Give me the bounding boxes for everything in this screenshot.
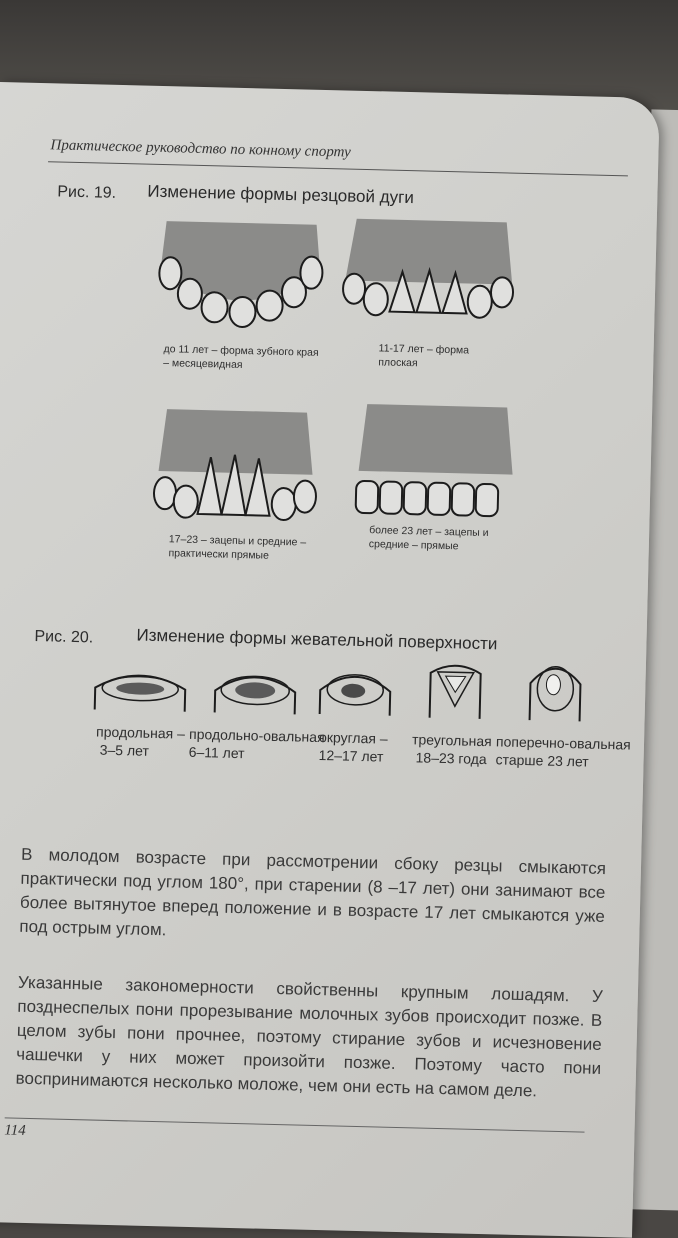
surface-shape-transverse-oval xyxy=(524,658,586,727)
jaw-crescent-illustration xyxy=(154,211,327,345)
surface-shape-longitudinal-oval xyxy=(210,662,301,719)
shape-name: округлая – xyxy=(318,728,388,747)
paragraph-1: В молодом возрасте при рассмотрении сбоку резцы смыкаются практически под углом 180°, при старении (8 –17 лет) они занимают все более вытянутое вперед положение и в возрасте 17 лет смыкаются уже под острым углом. xyxy=(19,844,607,940)
fig20-label: Рис. 20. xyxy=(34,628,94,647)
shape-age: старше 23 лет xyxy=(495,751,589,770)
surface-shape-longitudinal xyxy=(90,659,191,716)
fig19-caption-4: более 23 лет – зацепы и средние – прямые xyxy=(368,524,489,553)
shape-age: 12–17 лет xyxy=(318,746,384,765)
fig19-caption-1: до 11 лет – форма зубного края – месяцевидная xyxy=(163,343,319,372)
shape-name: треугольная xyxy=(411,731,492,750)
fig20-title: Изменение формы жевательной поверхности xyxy=(136,625,498,654)
surface-shape-triangular xyxy=(424,658,486,724)
book-page xyxy=(0,82,660,1238)
fig19-caption-3: 17–23 – зацепы и средние – практически прямые xyxy=(168,533,307,562)
jaw-flat-illustration xyxy=(339,210,517,339)
running-head: Практическое руководство по конному спорту xyxy=(50,137,351,161)
shape-age: 3–5 лет xyxy=(99,741,150,759)
paragraph-2: Указанные закономерности свойственны крупным лошадям. У позднеспелых пони прорезывание молочных зубов происходит позже. В целом зубы пони прочнее, поэтому стирание зубов и исчезновение чашечки у них может произойти позже. Поэтому часто пони воспринимаются несколько моложе, чем они есть на самом деле. xyxy=(15,972,604,1101)
fig19-label: Рис. 19. xyxy=(57,183,117,202)
header-rule xyxy=(48,161,628,176)
footer-rule xyxy=(5,1117,585,1132)
shape-caption-1 xyxy=(95,723,185,761)
shape-age: 18–23 года xyxy=(415,749,487,768)
fig19-caption-2: 11-17 лет – форма плоская xyxy=(378,342,470,370)
shape-caption-5 xyxy=(495,732,631,771)
jaw-straight-illustration xyxy=(349,396,522,530)
shape-age: 6–11 лет xyxy=(188,743,245,762)
shape-caption-3 xyxy=(318,728,387,766)
jaw-nearly-straight-illustration xyxy=(149,401,322,535)
shape-name: продольная – xyxy=(95,723,186,742)
fig19-title: Изменение формы резцовой дуги xyxy=(147,181,415,208)
shape-caption-4 xyxy=(411,730,492,768)
surface-shape-round xyxy=(315,662,396,722)
shape-name: продольно-овальная xyxy=(188,725,325,746)
shape-name: поперечно-овальная xyxy=(495,733,631,753)
shape-caption-2 xyxy=(188,725,324,764)
page-number: 114 xyxy=(4,1122,26,1139)
